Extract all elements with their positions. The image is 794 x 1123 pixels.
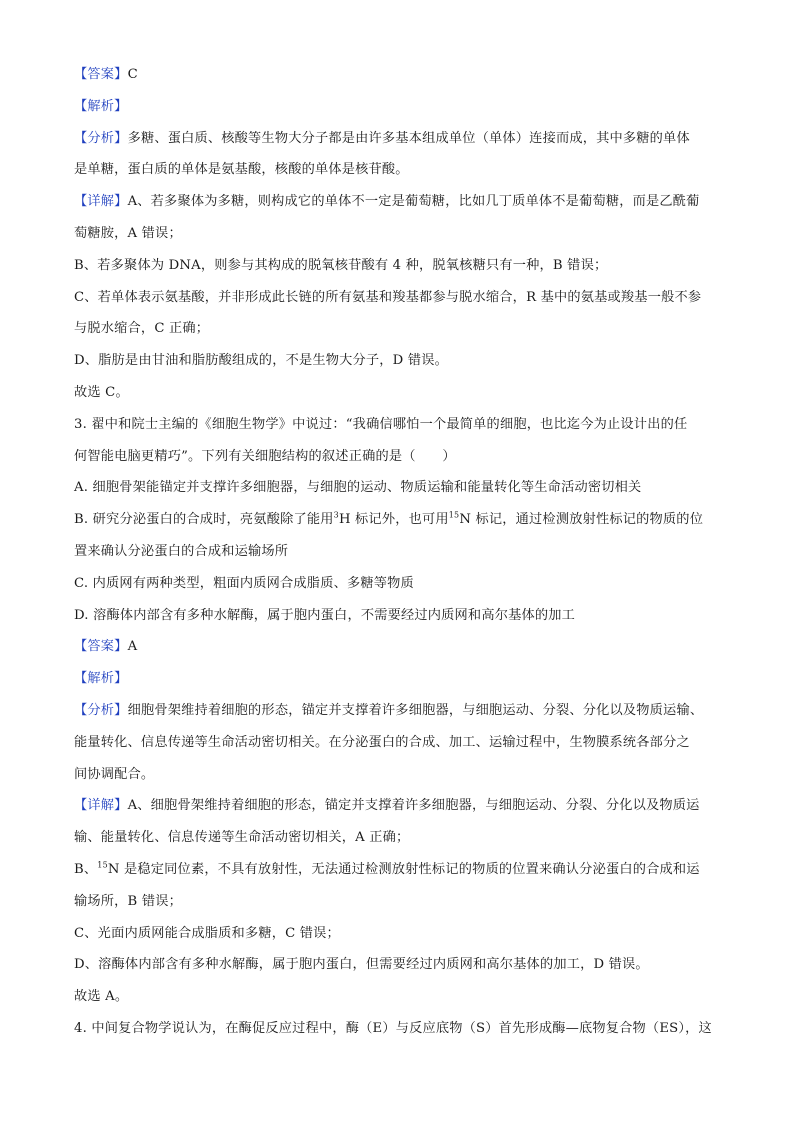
q2-fenxi-line-2: 是单糖，蛋白质的单体是氨基酸，核酸的单体是核苷酸。 (74, 162, 409, 178)
q3-xiangjie-b-line-1 (74, 854, 724, 886)
q3-analysis-heading (74, 663, 724, 695)
q3-xiangjie-line-1 (74, 790, 724, 822)
superscript-3: 3 (333, 510, 339, 520)
q3-fenxi-line-3: 间协调配合。 (74, 766, 155, 782)
option-b-text-post: N 标记，通过检测放射性标记的物质的位 (459, 512, 704, 528)
q3-stem-line-1: 3. 翟中和院士主编的《细胞生物学》中说过：“我确信哪怕一个最简单的细胞，也比迄今为止设计出的任 (74, 416, 688, 432)
q2-conclusion: 故选 C。 (74, 384, 129, 400)
option-b-text-pre: B. 研究分泌蛋白的合成时，亮氨酸除了能用 (74, 512, 334, 528)
fenxi-text: 多糖、蛋白质、核酸等生物大分子都是由许多基本组成单位（单体）连接而成，其中多糖的单体 (127, 130, 690, 146)
q3-option-b-line-2: 置来确认分泌蛋白的合成和运输场所 (74, 543, 289, 559)
q2-analysis-heading (74, 91, 724, 123)
xiangjie-text: A、若多聚体为多糖，则构成它的单体不一定是葡萄糖，比如几丁质单体不是葡萄糖，而是乙酰葡 (127, 194, 700, 210)
q3-xiangjie-line-2: 输、能量转化、信息传递等生命活动密切相关，A 正确； (74, 830, 410, 846)
q3-xiangjie-c: C、光面内质网能合成脂质和多糖，C 错误； (74, 925, 340, 941)
xj-b-prefix: B、 (74, 861, 98, 877)
q2-fenxi-line-1 (74, 123, 724, 155)
q3-stem-line-2: 何智能电脑更精巧”。下列有关细胞结构的叙述正确的是（ ） (74, 448, 456, 464)
fenxi-tag: 【分析】 (74, 702, 128, 718)
q2-option-c-explanation-1: C、若单体表示氨基酸，并非形成此长链的所有氨基和羧基都参与脱水缩合，R 基中的氨基或羧基一般不参 (74, 289, 702, 305)
xj-b-text: N 是稳定同位素，不具有放射性，无法通过检测放射性标记的物质的位置来确认分泌蛋白的合成和运 (107, 861, 700, 877)
q3-conclusion: 故选 A。 (74, 989, 129, 1005)
fenxi-text: 细胞骨架维持着细胞的形态，锚定并支撑着许多细胞器，与细胞运动、分裂、分化以及物质运输、 (127, 702, 704, 718)
q3-xiangjie-b-line-2: 输场所，B 错误； (74, 893, 182, 909)
superscript-15: 15 (97, 860, 108, 870)
q3-option-c: C. 内质网有两种类型，粗面内质网合成脂质、多糖等物质 (74, 575, 414, 591)
document-content (74, 59, 724, 1045)
q3-answer-line (74, 631, 724, 663)
q3-option-d: D. 溶酶体内部含有多种水解酶，属于胞内蛋白，不需要经过内质网和高尔基体的加工 (74, 607, 576, 623)
q2-xiangjie-line-2: 萄糖胺，A 错误； (74, 225, 182, 241)
q3-fenxi-line-1 (74, 695, 724, 727)
analysis-tag: 【解析】 (74, 671, 128, 687)
q2-option-b-explanation: B、若多聚体为 DNA，则参与其构成的脱氧核苷酸有 4 种，脱氧核糖只有一种，B 错误； (74, 257, 608, 273)
answer-tag: 【答案】 (74, 67, 128, 82)
q3-fenxi-line-2: 能量转化、信息传递等生命活动密切相关。在分泌蛋白的合成、加工、运输过程中，生物膜系统各部分之 (74, 734, 690, 750)
fenxi-tag: 【分析】 (74, 130, 128, 146)
q2-xiangjie-line-1 (74, 186, 724, 218)
answer-value: C (127, 67, 138, 82)
analysis-tag: 【解析】 (74, 98, 128, 114)
q2-option-d-explanation: D、脂肪是由甘油和脂肪酸组成的，不是生物大分子，D 错误。 (74, 353, 449, 369)
q4-stem-line-1: 4. 中间复合物学说认为，在酶促反应过程中，酶（E）与反应底物（S）首先形成酶—底物复合物（ES），这 (74, 1020, 712, 1036)
xiangjie-tag: 【详解】 (74, 194, 128, 210)
q2-answer-line (74, 59, 724, 91)
superscript-15: 15 (448, 510, 460, 520)
option-b-text-mid: H 标记外，也可用 (338, 512, 449, 528)
xiangjie-tag: 【详解】 (74, 798, 128, 814)
q2-option-c-explanation-2: 与脱水缩合，C 正确； (74, 321, 210, 337)
q3-xiangjie-d: D、溶酶体内部含有多种水解酶，属于胞内蛋白，但需要经过内质网和高尔基体的加工，D 错误。 (74, 957, 649, 973)
xiangjie-text: A、细胞骨架维持着细胞的形态，锚定并支撑着许多细胞器，与细胞运动、分裂、分化以及物质运 (127, 798, 700, 814)
answer-tag: 【答案】 (74, 639, 128, 655)
q3-option-b-line-1 (74, 504, 724, 536)
answer-value: A (127, 639, 138, 655)
q3-option-a: A. 细胞骨架能锚定并支撑许多细胞器，与细胞的运动、物质运输和能量转化等生命活动密切相关 (74, 480, 642, 496)
